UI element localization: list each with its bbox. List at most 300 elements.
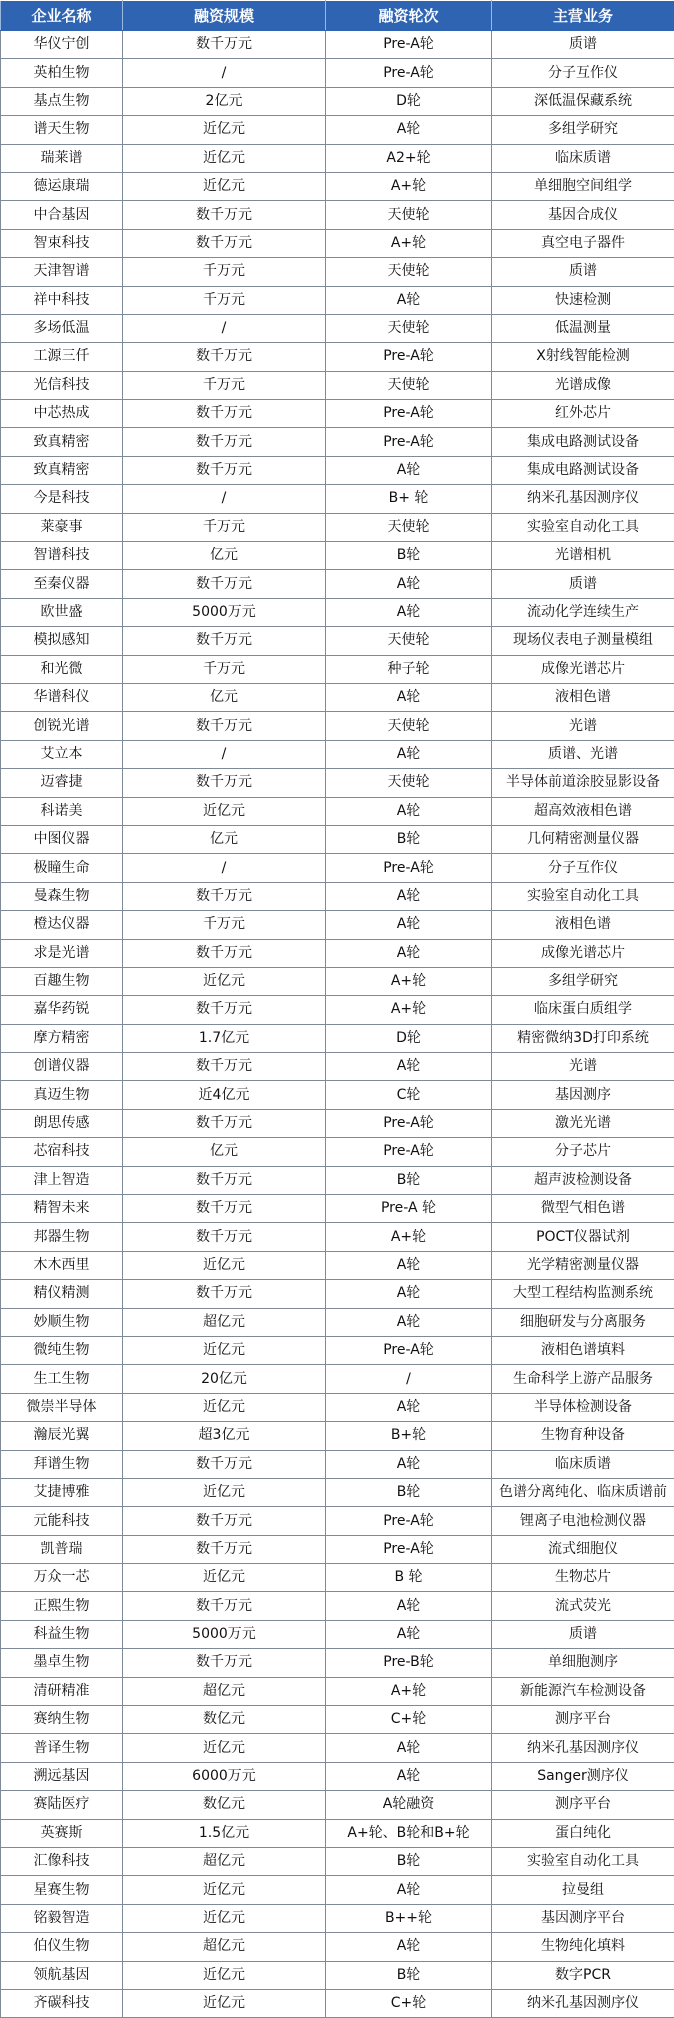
main-business-cell: 多组学研究 [492,967,674,995]
funding-round-cell: D轮 [326,87,492,115]
funding-amount-cell: / [123,485,326,513]
main-business-cell: 流式荧光 [492,1592,674,1620]
funding-amount-cell: 数千万元 [123,1535,326,1563]
main-business-cell: 单细胞空间组学 [492,172,674,200]
funding-amount-cell: 数千万元 [123,201,326,229]
company-cell: 瑞莱谱 [1,144,123,172]
funding-round-cell: A轮 [326,1251,492,1279]
funding-amount-cell: 1.5亿元 [123,1819,326,1847]
main-business-cell: 临床质谱 [492,144,674,172]
main-business-cell: 分子互作仪 [492,854,674,882]
table-row [1,87,674,115]
company-cell: 求是光谱 [1,939,123,967]
table-row [1,967,674,995]
company-cell: 百趣生物 [1,967,123,995]
main-business-cell: 纳米孔基因测序仪 [492,1989,674,2017]
funding-amount-cell: 超亿元 [123,1933,326,1961]
company-cell: 模拟感知 [1,627,123,655]
funding-amount-cell: 超3亿元 [123,1422,326,1450]
company-cell: 真迈生物 [1,1081,123,1109]
funding-round-cell: Pre-A轮 [326,1109,492,1137]
funding-amount-cell: 亿元 [123,683,326,711]
funding-amount-cell: 数千万元 [123,712,326,740]
funding-amount-cell: 近亿元 [123,1251,326,1279]
funding-round-cell: B轮 [326,542,492,570]
funding-round-cell: B+ 轮 [326,485,492,513]
funding-amount-cell: 近亿元 [123,1564,326,1592]
main-business-cell: 拉曼组 [492,1876,674,1904]
table-row [1,911,674,939]
funding-round-cell: Pre-A轮 [326,31,492,59]
main-business-cell: 红外芯片 [492,400,674,428]
company-cell: 天津智谱 [1,258,123,286]
funding-round-cell: Pre-A轮 [326,400,492,428]
funding-round-cell: C+轮 [326,1706,492,1734]
funding-amount-cell: 数千万元 [123,343,326,371]
company-cell: 极瞳生命 [1,854,123,882]
main-business-cell: 测序平台 [492,1791,674,1819]
main-business-cell: 纳米孔基因测序仪 [492,485,674,513]
table-row [1,286,674,314]
company-cell: 创谱仪器 [1,1053,123,1081]
main-business-cell: 超高效液相色谱 [492,797,674,825]
main-business-cell: 超声波检测设备 [492,1166,674,1194]
funding-round-cell: A轮 [326,1308,492,1336]
main-business-cell: 深低温保藏系统 [492,87,674,115]
table-row [1,371,674,399]
company-cell: 微崇半导体 [1,1393,123,1421]
table-row [1,1507,674,1535]
funding-round-cell: A轮 [326,598,492,626]
funding-round-cell: A轮 [326,116,492,144]
funding-round-cell: A轮 [326,1393,492,1421]
funding-amount-cell: 近亿元 [123,1961,326,1989]
funding-amount-cell: 千万元 [123,513,326,541]
funding-round-cell: Pre-A 轮 [326,1195,492,1223]
main-business-cell: 质谱 [492,1620,674,1648]
table-row [1,1081,674,1109]
funding-round-cell: A轮 [326,740,492,768]
company-cell: 致真精密 [1,428,123,456]
funding-amount-cell: 数亿元 [123,1706,326,1734]
header-main-business: 主营业务 [492,1,674,31]
company-cell: 凯普瑞 [1,1535,123,1563]
main-business-cell: 临床蛋白质组学 [492,996,674,1024]
funding-amount-cell: 千万元 [123,258,326,286]
header-company: 企业名称 [1,1,123,31]
funding-round-cell: A轮 [326,1620,492,1648]
table-row [1,314,674,342]
company-cell: 朗思传感 [1,1109,123,1137]
funding-round-cell: / [326,1365,492,1393]
funding-amount-cell: 2亿元 [123,87,326,115]
main-business-cell: 实验室自动化工具 [492,513,674,541]
funding-amount-cell: 数千万元 [123,456,326,484]
table-row [1,1365,674,1393]
funding-amount-cell: 千万元 [123,911,326,939]
table-row [1,1904,674,1932]
company-cell: 光信科技 [1,371,123,399]
funding-round-cell: A+轮、B轮和B+轮 [326,1819,492,1847]
company-cell: 华谱科仪 [1,683,123,711]
funding-amount-cell: 近亿元 [123,1904,326,1932]
table-row [1,939,674,967]
table-row [1,229,674,257]
main-business-cell: 测序平台 [492,1706,674,1734]
company-cell: 英赛斯 [1,1819,123,1847]
funding-amount-cell: 近亿元 [123,1478,326,1506]
company-cell: 齐碳科技 [1,1989,123,2017]
funding-round-cell: A+轮 [326,996,492,1024]
funding-round-cell: C+轮 [326,1989,492,2017]
table-row [1,1649,674,1677]
funding-amount-cell: 近亿元 [123,797,326,825]
funding-amount-cell: 数千万元 [123,1592,326,1620]
main-business-cell: 精密微纳3D打印系统 [492,1024,674,1052]
funding-round-cell: A轮 [326,1280,492,1308]
funding-round-cell: A+轮 [326,1677,492,1705]
company-cell: 科益生物 [1,1620,123,1648]
table-header [1,1,674,31]
header-funding-amount: 融资规模 [123,1,326,31]
funding-round-cell: 天使轮 [326,371,492,399]
table-row [1,1677,674,1705]
company-cell: 曼森生物 [1,882,123,910]
company-cell: 溯远基因 [1,1762,123,1790]
table-row [1,769,674,797]
company-cell: 汇像科技 [1,1848,123,1876]
funding-amount-cell: 数亿元 [123,1791,326,1819]
funding-amount-cell: 近亿元 [123,116,326,144]
funding-round-cell: A轮融资 [326,1791,492,1819]
funding-round-cell: 种子轮 [326,655,492,683]
table-row [1,1308,674,1336]
table-row [1,258,674,286]
main-business-cell: 纳米孔基因测序仪 [492,1734,674,1762]
funding-amount-cell: 数千万元 [123,1109,326,1137]
company-cell: 精智未来 [1,1195,123,1223]
main-business-cell: 几何精密测量仪器 [492,825,674,853]
funding-round-cell: A轮 [326,882,492,910]
company-cell: 正熙生物 [1,1592,123,1620]
main-business-cell: 基因测序平台 [492,1904,674,1932]
funding-round-cell: 天使轮 [326,513,492,541]
funding-round-cell: A轮 [326,911,492,939]
funding-round-cell: A轮 [326,683,492,711]
funding-amount-cell: 亿元 [123,1138,326,1166]
company-cell: 普译生物 [1,1734,123,1762]
main-business-cell: 新能源汽车检测设备 [492,1677,674,1705]
funding-amount-cell: 6000万元 [123,1762,326,1790]
funding-round-cell: A轮 [326,286,492,314]
table-row [1,1734,674,1762]
table-row [1,1876,674,1904]
funding-round-cell: 天使轮 [326,712,492,740]
main-business-cell: 低温测量 [492,314,674,342]
main-business-cell: 基因合成仪 [492,201,674,229]
header-funding-round: 融资轮次 [326,1,492,31]
table-row [1,1450,674,1478]
funding-amount-cell: 数千万元 [123,1507,326,1535]
funding-amount-cell: 数千万元 [123,1166,326,1194]
funding-amount-cell: 数千万元 [123,229,326,257]
main-business-cell: 液相色谱 [492,911,674,939]
funding-round-cell: B++轮 [326,1904,492,1932]
funding-round-cell: Pre-A轮 [326,1138,492,1166]
table-row [1,513,674,541]
main-business-cell: POCT仪器试剂 [492,1223,674,1251]
table-row [1,59,674,87]
funding-round-cell: B轮 [326,1478,492,1506]
table-row [1,456,674,484]
funding-amount-cell: 千万元 [123,655,326,683]
company-cell: 莱豪事 [1,513,123,541]
main-business-cell: 光谱 [492,712,674,740]
table-row [1,683,674,711]
funding-amount-cell: 数千万元 [123,996,326,1024]
funding-round-cell: B 轮 [326,1564,492,1592]
company-cell: 清研精准 [1,1677,123,1705]
funding-amount-cell: 数千万元 [123,939,326,967]
company-cell: 欧世盛 [1,598,123,626]
main-business-cell: 现场仪表电子测量模组 [492,627,674,655]
main-business-cell: 质谱 [492,258,674,286]
funding-round-cell: Pre-A轮 [326,343,492,371]
table-row [1,400,674,428]
company-cell: 万众一芯 [1,1564,123,1592]
company-cell: 和光微 [1,655,123,683]
funding-amount-cell: / [123,740,326,768]
table-row [1,201,674,229]
company-cell: 邦器生物 [1,1223,123,1251]
funding-amount-cell: 超亿元 [123,1677,326,1705]
funding-round-cell: B+轮 [326,1422,492,1450]
table-row [1,655,674,683]
company-cell: 艾捷博雅 [1,1478,123,1506]
main-business-cell: 快速检测 [492,286,674,314]
funding-round-cell: A+轮 [326,229,492,257]
funding-round-cell: Pre-A轮 [326,1507,492,1535]
main-business-cell: 临床质谱 [492,1450,674,1478]
main-business-cell: 光学精密测量仪器 [492,1251,674,1279]
funding-round-cell: 天使轮 [326,769,492,797]
table-row [1,343,674,371]
company-cell: 科诺美 [1,797,123,825]
main-business-cell: 生命科学上游产品服务 [492,1365,674,1393]
funding-amount-cell: 近亿元 [123,144,326,172]
funding-amount-cell: 近亿元 [123,1393,326,1421]
company-cell: 芯宿科技 [1,1138,123,1166]
main-business-cell: 集成电路测试设备 [492,456,674,484]
main-business-cell: Sanger测序仪 [492,1762,674,1790]
funding-amount-cell: 数千万元 [123,1195,326,1223]
company-cell: 星赛生物 [1,1876,123,1904]
funding-amount-cell: 1.7亿元 [123,1024,326,1052]
table-row [1,485,674,513]
company-cell: 谱天生物 [1,116,123,144]
funding-round-cell: A轮 [326,1762,492,1790]
main-business-cell: 色谱分离纯化、临床质谱前 [492,1478,674,1506]
company-cell: 生工生物 [1,1365,123,1393]
main-business-cell: 光谱相机 [492,542,674,570]
main-business-cell: 质谱 [492,570,674,598]
main-business-cell: 质谱 [492,31,674,59]
funding-amount-cell: 近亿元 [123,1336,326,1364]
funding-round-cell: A轮 [326,1734,492,1762]
company-cell: 精仪精测 [1,1280,123,1308]
funding-round-cell: A轮 [326,1450,492,1478]
funding-amount-cell: 近亿元 [123,172,326,200]
table-row [1,825,674,853]
main-business-cell: 液相色谱 [492,683,674,711]
company-cell: 妙顺生物 [1,1308,123,1336]
company-cell: 今是科技 [1,485,123,513]
company-cell: 创锐光谱 [1,712,123,740]
table-row [1,542,674,570]
table-row [1,882,674,910]
table-row [1,1195,674,1223]
funding-round-cell: C轮 [326,1081,492,1109]
table-row [1,1592,674,1620]
funding-round-cell: B轮 [326,825,492,853]
funding-round-cell: B轮 [326,1961,492,1989]
company-cell: 至秦仪器 [1,570,123,598]
funding-round-cell: 天使轮 [326,201,492,229]
funding-round-cell: Pre-A轮 [326,428,492,456]
funding-amount-cell: 数千万元 [123,570,326,598]
company-cell: 基点生物 [1,87,123,115]
funding-amount-cell: 超亿元 [123,1308,326,1336]
table-row [1,1989,674,2017]
funding-round-cell: Pre-A轮 [326,1336,492,1364]
table-row [1,627,674,655]
funding-round-cell: A轮 [326,797,492,825]
funding-amount-cell: 近亿元 [123,967,326,995]
funding-round-cell: Pre-A轮 [326,59,492,87]
table-row [1,797,674,825]
company-cell: 祥中科技 [1,286,123,314]
table-row [1,1620,674,1648]
funding-round-cell: B轮 [326,1848,492,1876]
funding-round-cell: A2+轮 [326,144,492,172]
funding-amount-cell: 数千万元 [123,31,326,59]
main-business-cell: 成像光谱芯片 [492,655,674,683]
funding-amount-cell: 数千万元 [123,1649,326,1677]
funding-round-cell: 天使轮 [326,258,492,286]
table-row [1,1336,674,1364]
funding-round-cell: Pre-A轮 [326,1535,492,1563]
funding-round-cell: D轮 [326,1024,492,1052]
funding-round-cell: A轮 [326,1876,492,1904]
funding-round-cell: A轮 [326,1053,492,1081]
main-business-cell: 半导体检测设备 [492,1393,674,1421]
table-row [1,1762,674,1790]
funding-round-cell: 天使轮 [326,314,492,342]
main-business-cell: 分子互作仪 [492,59,674,87]
funding-round-cell: A+轮 [326,967,492,995]
funding-round-cell: Pre-B轮 [326,1649,492,1677]
header-row [1,1,674,31]
company-cell: 多场低温 [1,314,123,342]
company-cell: 工源三仟 [1,343,123,371]
main-business-cell: 生物芯片 [492,1564,674,1592]
main-business-cell: 蛋白纯化 [492,1819,674,1847]
table-row [1,1251,674,1279]
funding-round-cell: B轮 [326,1166,492,1194]
funding-amount-cell: 5000万元 [123,1620,326,1648]
main-business-cell: 实验室自动化工具 [492,1848,674,1876]
table-row [1,1053,674,1081]
main-business-cell: 微型气相色谱 [492,1195,674,1223]
funding-amount-cell: 近4亿元 [123,1081,326,1109]
main-business-cell: 成像光谱芯片 [492,939,674,967]
main-business-cell: 锂离子电池检测仪器 [492,1507,674,1535]
funding-amount-cell: / [123,59,326,87]
table-row [1,1564,674,1592]
main-business-cell: 激光光谱 [492,1109,674,1137]
funding-amount-cell: 数千万元 [123,627,326,655]
funding-round-cell: A轮 [326,570,492,598]
company-cell: 领航基因 [1,1961,123,1989]
company-cell: 津上智造 [1,1166,123,1194]
company-cell: 智谱科技 [1,542,123,570]
funding-amount-cell: 数千万元 [123,1450,326,1478]
funding-amount-cell: 千万元 [123,371,326,399]
main-business-cell: X射线智能检测 [492,343,674,371]
table-row [1,1280,674,1308]
funding-round-cell: A轮 [326,1592,492,1620]
funding-round-cell: A轮 [326,939,492,967]
main-business-cell: 基因测序 [492,1081,674,1109]
funding-amount-cell: 近亿元 [123,1989,326,2017]
funding-amount-cell: 数千万元 [123,1053,326,1081]
company-cell: 致真精密 [1,456,123,484]
main-business-cell: 流动化学连续生产 [492,598,674,626]
table-row [1,1706,674,1734]
table-row [1,1393,674,1421]
funding-amount-cell: 亿元 [123,825,326,853]
table-row [1,854,674,882]
funding-round-cell: A轮 [326,456,492,484]
company-cell: 嘉华药锐 [1,996,123,1024]
funding-amount-cell: 数千万元 [123,769,326,797]
funding-amount-cell: 数千万元 [123,1280,326,1308]
table-row [1,1535,674,1563]
funding-amount-cell: 超亿元 [123,1848,326,1876]
funding-amount-cell: 数千万元 [123,1223,326,1251]
main-business-cell: 数字PCR [492,1961,674,1989]
table-row [1,712,674,740]
company-cell: 瀚辰光翼 [1,1422,123,1450]
table-row [1,172,674,200]
table-row [1,1109,674,1137]
funding-amount-cell: 近亿元 [123,1734,326,1762]
main-business-cell: 流式细胞仪 [492,1535,674,1563]
main-business-cell: 半导体前道涂胶显影设备 [492,769,674,797]
funding-amount-cell: 数千万元 [123,428,326,456]
company-cell: 艾立本 [1,740,123,768]
table-row [1,1478,674,1506]
company-cell: 墨卓生物 [1,1649,123,1677]
table-row [1,116,674,144]
table-row [1,1933,674,1961]
company-cell: 拜谱生物 [1,1450,123,1478]
main-business-cell: 细胞研发与分离服务 [492,1308,674,1336]
main-business-cell: 生物纯化填料 [492,1933,674,1961]
main-business-cell: 光谱 [492,1053,674,1081]
funding-round-cell: A+轮 [326,172,492,200]
table-row [1,1819,674,1847]
